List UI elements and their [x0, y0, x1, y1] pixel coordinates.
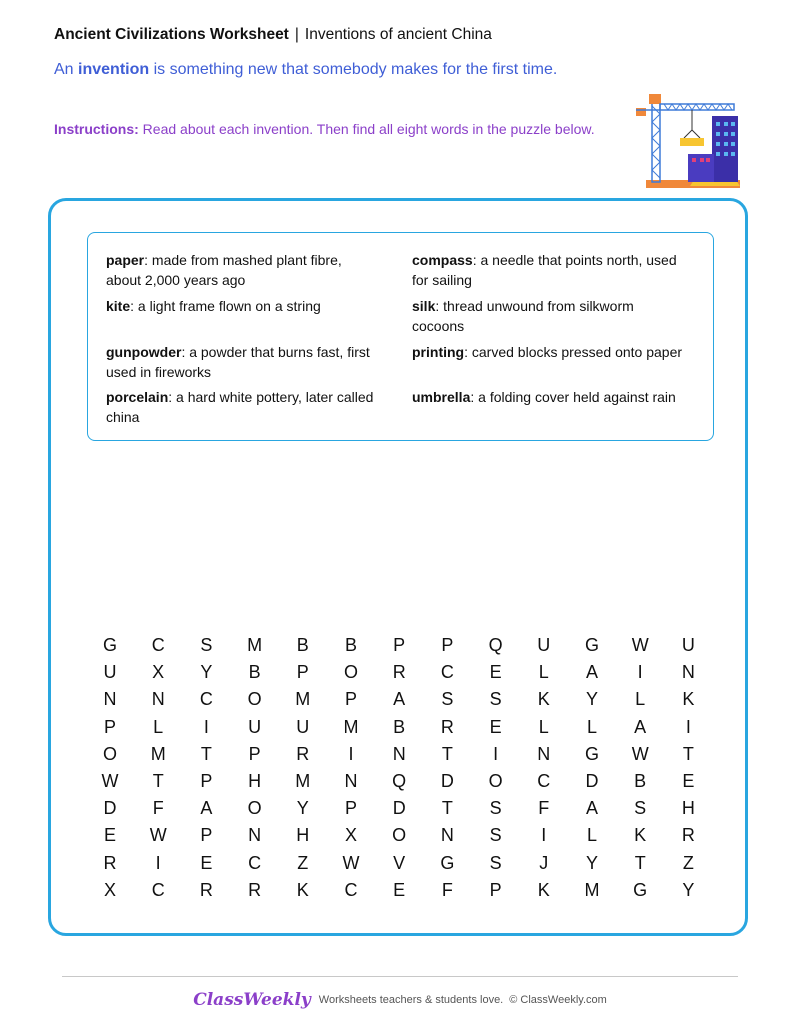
puzzle-letter[interactable]: A	[585, 662, 598, 683]
footer-copyright: © ClassWeekly.com	[509, 994, 607, 1006]
glossary-entry-silk	[412, 296, 682, 336]
puzzle-letter[interactable]: D	[103, 798, 117, 819]
invention-definition	[54, 57, 574, 82]
puzzle-letter[interactable]: S	[489, 852, 502, 873]
puzzle-letter[interactable]: B	[393, 716, 406, 737]
puzzle-letter[interactable]: K	[634, 825, 647, 846]
glossary-word: compass	[412, 252, 473, 268]
puzzle-letter[interactable]: S	[634, 798, 647, 819]
puzzle-letter[interactable]: O	[247, 798, 262, 819]
puzzle-letter[interactable]: T	[682, 743, 694, 764]
puzzle-letter[interactable]: L	[538, 716, 549, 737]
puzzle-letter[interactable]: G	[584, 635, 599, 655]
puzzle-letter[interactable]: G	[102, 635, 117, 655]
puzzle-letter[interactable]: T	[441, 743, 453, 764]
puzzle-letter[interactable]: I	[203, 716, 209, 737]
puzzle-letter[interactable]: E	[489, 662, 502, 683]
puzzle-letter[interactable]: P	[393, 635, 406, 655]
puzzle-letter[interactable]: M	[343, 716, 359, 737]
puzzle-letter[interactable]: M	[295, 689, 311, 710]
puzzle-letter[interactable]: I	[637, 662, 643, 683]
puzzle-letter[interactable]: N	[537, 743, 551, 764]
puzzle-letter[interactable]: I	[541, 825, 547, 846]
puzzle-letter[interactable]: P	[248, 743, 261, 764]
puzzle-letter[interactable]: O	[488, 771, 503, 791]
puzzle-letter[interactable]: Y	[585, 852, 598, 873]
puzzle-letter[interactable]: C	[248, 852, 262, 873]
definition-term: invention	[78, 61, 150, 78]
puzzle-letter[interactable]: P	[296, 662, 309, 683]
glossary-entry-printing	[412, 342, 682, 362]
puzzle-letter[interactable]: R	[296, 743, 310, 764]
puzzle-letter[interactable]: K	[296, 879, 309, 900]
puzzle-letter[interactable]: R	[681, 825, 695, 846]
puzzle-letter[interactable]: L	[538, 662, 549, 683]
puzzle-letter[interactable]: T	[200, 743, 212, 764]
puzzle-letter[interactable]: Z	[682, 852, 694, 873]
glossary-entry-umbrella	[412, 387, 682, 407]
puzzle-letter[interactable]: D	[392, 798, 406, 819]
puzzle-letter[interactable]: X	[152, 662, 165, 683]
footer-divider	[62, 976, 738, 977]
header-separator: |	[294, 26, 299, 43]
glossary-entry-gunpowder	[106, 342, 376, 382]
puzzle-letter[interactable]: O	[102, 743, 117, 764]
puzzle-letter[interactable]: B	[344, 635, 357, 655]
puzzle-letter[interactable]: W	[149, 825, 167, 846]
puzzle-letter[interactable]: F	[441, 879, 453, 900]
puzzle-letter[interactable]: V	[393, 852, 406, 873]
puzzle-letter[interactable]: A	[585, 798, 598, 819]
instructions	[54, 118, 614, 140]
puzzle-letter[interactable]: H	[681, 798, 695, 819]
puzzle-letter[interactable]: T	[441, 798, 453, 819]
puzzle-letter[interactable]: W	[101, 771, 119, 791]
construction-crane-illustration	[632, 86, 744, 192]
puzzle-letter[interactable]: O	[343, 662, 358, 683]
puzzle-letter[interactable]: D	[440, 771, 454, 791]
puzzle-letter[interactable]: L	[586, 716, 597, 737]
worksheet-title: Ancient Civilizations Worksheet	[54, 26, 289, 43]
puzzle-letter[interactable]: R	[199, 879, 213, 900]
puzzle-letter[interactable]: T	[634, 852, 646, 873]
glossary-word: umbrella	[412, 389, 471, 405]
puzzle-letter[interactable]: U	[681, 635, 695, 655]
puzzle-letter[interactable]: O	[392, 825, 407, 846]
glossary-box	[87, 232, 714, 441]
puzzle-letter[interactable]: P	[441, 635, 454, 655]
glossary-desc: : a light frame flown on a string	[130, 298, 321, 314]
puzzle-letter[interactable]: C	[344, 879, 358, 900]
puzzle-letter[interactable]: C	[440, 662, 454, 683]
puzzle-letter[interactable]: K	[537, 879, 550, 900]
footer-tagline: Worksheets teachers & students love.	[318, 994, 504, 1006]
puzzle-letter[interactable]: N	[392, 743, 406, 764]
puzzle-letter[interactable]: N	[681, 662, 695, 683]
glossary-desc: : a folding cover held against rain	[470, 389, 676, 405]
puzzle-letter[interactable]: C	[151, 635, 165, 655]
worksheet-subtitle: Inventions of ancient China	[304, 26, 492, 43]
puzzle-letter[interactable]: S	[489, 798, 502, 819]
puzzle-letter[interactable]: Z	[297, 852, 309, 873]
puzzle-letter[interactable]: R	[392, 662, 406, 683]
puzzle-letter[interactable]: I	[493, 743, 499, 764]
glossary-desc: : a powder that burns fast, first used in fireworks	[106, 344, 370, 380]
glossary-word: porcelain	[106, 389, 169, 405]
puzzle-letter[interactable]: I	[155, 852, 161, 873]
puzzle-letter[interactable]: M	[247, 635, 263, 655]
puzzle-letter[interactable]: R	[248, 879, 262, 900]
puzzle-letter[interactable]: F	[152, 798, 164, 819]
puzzle-letter[interactable]: Y	[585, 689, 598, 710]
puzzle-letter[interactable]: B	[296, 635, 309, 655]
puzzle-letter[interactable]: D	[585, 771, 599, 791]
glossary-desc: : a needle that points north, used for sailing	[412, 252, 677, 288]
glossary-word: gunpowder	[106, 344, 182, 360]
puzzle-letter[interactable]: P	[344, 798, 357, 819]
puzzle-letter[interactable]: N	[151, 689, 165, 710]
puzzle-letter[interactable]: K	[537, 689, 550, 710]
puzzle-letter[interactable]: M	[295, 771, 311, 791]
puzzle-letter[interactable]: U	[296, 716, 310, 737]
puzzle-letter[interactable]: U	[537, 635, 551, 655]
puzzle-letter[interactable]: A	[393, 689, 406, 710]
puzzle-letter[interactable]: P	[200, 771, 213, 791]
puzzle-letter[interactable]: G	[633, 879, 648, 900]
puzzle-letter[interactable]: A	[634, 716, 647, 737]
puzzle-letter[interactable]: U	[248, 716, 262, 737]
puzzle-letter[interactable]: S	[441, 689, 454, 710]
puzzle-letter[interactable]: Q	[392, 771, 407, 791]
instructions-text: Read about each invention. Then find all eight words in the puzzle below.	[142, 121, 595, 137]
glossary-desc: : carved blocks pressed onto paper	[464, 344, 683, 360]
puzzle-letter[interactable]: W	[631, 635, 649, 655]
puzzle-letter[interactable]: W	[631, 743, 649, 764]
puzzle-letter[interactable]: A	[200, 798, 213, 819]
puzzle-letter[interactable]: C	[537, 771, 551, 791]
puzzle-letter[interactable]: B	[248, 662, 261, 683]
puzzle-letter[interactable]: Y	[200, 662, 213, 683]
glossary-word: paper	[106, 252, 145, 268]
puzzle-letter[interactable]: B	[634, 771, 647, 791]
puzzle-letter[interactable]: O	[247, 689, 262, 710]
glossary-entry-compass	[412, 250, 682, 290]
puzzle-letter[interactable]: E	[393, 879, 406, 900]
puzzle-letter[interactable]: C	[151, 879, 165, 900]
glossary-desc: : thread unwound from silkworm cocoons	[412, 298, 634, 334]
puzzle-letter[interactable]: P	[200, 825, 213, 846]
puzzle-letter[interactable]: F	[538, 798, 550, 819]
puzzle-letter[interactable]: X	[103, 879, 116, 900]
instructions-label: Instructions:	[54, 121, 139, 137]
puzzle-letter[interactable]: C	[199, 689, 213, 710]
puzzle-letter[interactable]: S	[489, 689, 502, 710]
puzzle-letter[interactable]: P	[489, 879, 502, 900]
brand-logo: ClassWeekly	[193, 990, 311, 1010]
puzzle-letter[interactable]: I	[685, 716, 691, 737]
puzzle-letter[interactable]: N	[248, 825, 262, 846]
puzzle-letter[interactable]: S	[489, 825, 502, 846]
puzzle-letter[interactable]: S	[200, 635, 213, 655]
puzzle-letter[interactable]: K	[682, 689, 695, 710]
puzzle-letter[interactable]: G	[440, 852, 455, 873]
puzzle-letter[interactable]: E	[489, 716, 502, 737]
puzzle-letter[interactable]: X	[344, 825, 357, 846]
puzzle-letter[interactable]: L	[586, 825, 597, 846]
glossary-desc: : a hard white pottery, later called china	[106, 389, 374, 425]
page-header	[54, 26, 492, 44]
puzzle-letter[interactable]: W	[342, 852, 360, 873]
definition-text: is something new that somebody makes for the first time.	[153, 61, 558, 78]
glossary-word: kite	[106, 298, 131, 314]
definition-prefix: An	[54, 61, 74, 78]
page-footer	[0, 990, 800, 1010]
glossary-word: printing	[412, 344, 465, 360]
puzzle-letter[interactable]: J	[539, 852, 549, 873]
puzzle-letter[interactable]: L	[635, 689, 646, 710]
puzzle-letter[interactable]: M	[584, 879, 600, 900]
puzzle-letter[interactable]: E	[103, 825, 116, 846]
glossary-entry-porcelain	[106, 387, 376, 427]
puzzle-letter[interactable]: G	[584, 743, 599, 764]
puzzle-letter[interactable]: E	[682, 771, 695, 791]
puzzle-letter[interactable]: I	[348, 743, 354, 764]
glossary-entry-paper	[106, 250, 376, 290]
glossary-entry-kite	[106, 296, 376, 316]
puzzle-letter[interactable]: R	[440, 716, 454, 737]
puzzle-letter[interactable]: Y	[296, 798, 309, 819]
puzzle-letter[interactable]: P	[103, 716, 116, 737]
puzzle-letter[interactable]: H	[248, 771, 262, 791]
puzzle-letter[interactable]: P	[344, 689, 357, 710]
puzzle-letter[interactable]: Y	[682, 879, 695, 900]
puzzle-letter[interactable]: M	[150, 743, 166, 764]
puzzle-letter[interactable]: N	[103, 689, 117, 710]
puzzle-letter[interactable]: N	[440, 825, 454, 846]
glossary-desc: : made from mashed plant fibre, about 2,000 years ago	[106, 252, 342, 288]
glossary-word: silk	[412, 298, 436, 314]
puzzle-letter[interactable]: H	[296, 825, 310, 846]
puzzle-letter[interactable]: U	[103, 662, 117, 683]
puzzle-letter[interactable]: N	[344, 771, 358, 791]
puzzle-letter[interactable]: R	[103, 852, 117, 873]
puzzle-letter[interactable]: E	[200, 852, 213, 873]
puzzle-letter[interactable]: T	[152, 771, 164, 791]
puzzle-letter[interactable]: L	[153, 716, 164, 737]
puzzle-letter[interactable]: Q	[488, 635, 503, 655]
